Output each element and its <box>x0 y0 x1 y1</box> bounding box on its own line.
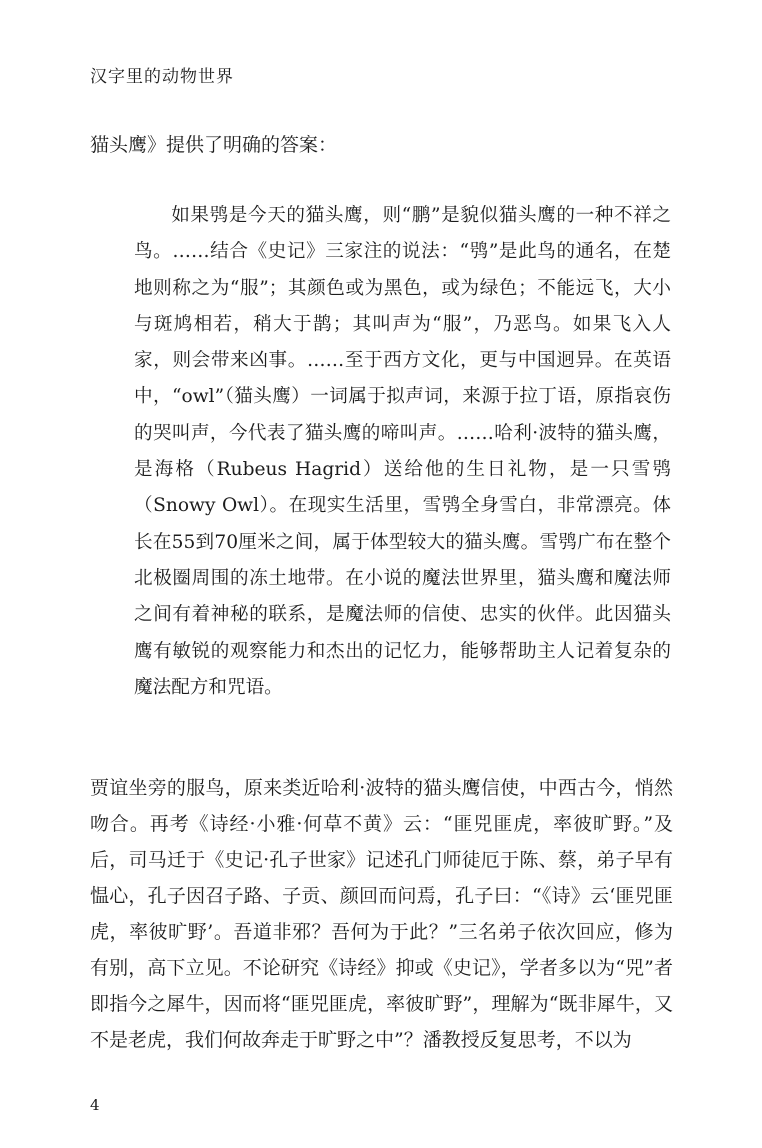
body-text <box>90 770 673 1058</box>
running-header: 汉字里的动物世界 <box>90 67 234 87</box>
lead-paragraph: 猫头鹰》提供了明确的答案： <box>90 134 338 156</box>
body-paragraph: 贾谊坐旁的服鸟，原来类近哈利·波特的猫头鹰信使，中西古今，悄然吻合。再考《诗经·小雅·何草不黄》云：“匪兕匪虎，率彼旷野。”及后，司马迁于《史记·孔子世家》记述孔门师徒厄于陈、蔡，弟子早有愠心，孔子因召子路、子贡、颜回而问焉，孔子曰：“《诗》云‘匪兕匪虎，率彼旷野’。吾道非邪？吾何为于此？”三名弟子依次回应，修为有别，高下立见。不论研究《诗经》抑或《史记》，学者多以为“兕”者即指今之犀牛，因而将“匪兕匪虎，率彼旷野”，理解为“既非犀牛，又不是老虎，我们何故奔走于旷野之中”？潘教授反复思考，不以为 <box>90 777 673 1051</box>
block-quote <box>134 198 671 706</box>
block-quote-text: 如果鸮是今天的猫头鹰，则“鹏”是貌似猫头鹰的一种不祥之鸟。……结合《史记》三家注的说法：“鸮”是此鸟的通名，在楚地则称之为“服”；其颜色或为黑色，或为绿色；不能远飞，大小与斑鸠相若，稍大于鹊；其叫声为“服”，乃恶鸟。如果飞入人家，则会带来凶事。……至于西方文化，更与中国迥异。在英语中，“owl”（猫头鹰）一词属于拟声词，来源于拉丁语，原指哀伤的哭叫声，今代表了猫头鹰的啼叫声。……哈利·波特的猫头鹰，是海格（Rubeus Hagrid）送给他的生日礼物，是一只雪鸮（Snowy Owl）。在现实生活里，雪鸮全身雪白，非常漂亮。体长在55到70厘米之间，属于体型较大的猫头鹰。雪鸮广布在整个北极圈周围的冻土地带。在小说的魔法世界里，猫头鹰和魔法师之间有着神秘的联系，是魔法师的信使、忠实的伙伴。此因猫头鹰有敏锐的观察能力和杰出的记忆力，能够帮助主人记着复杂的魔法配方和咒语。 <box>134 205 671 698</box>
page-number: 4 <box>90 1096 100 1114</box>
